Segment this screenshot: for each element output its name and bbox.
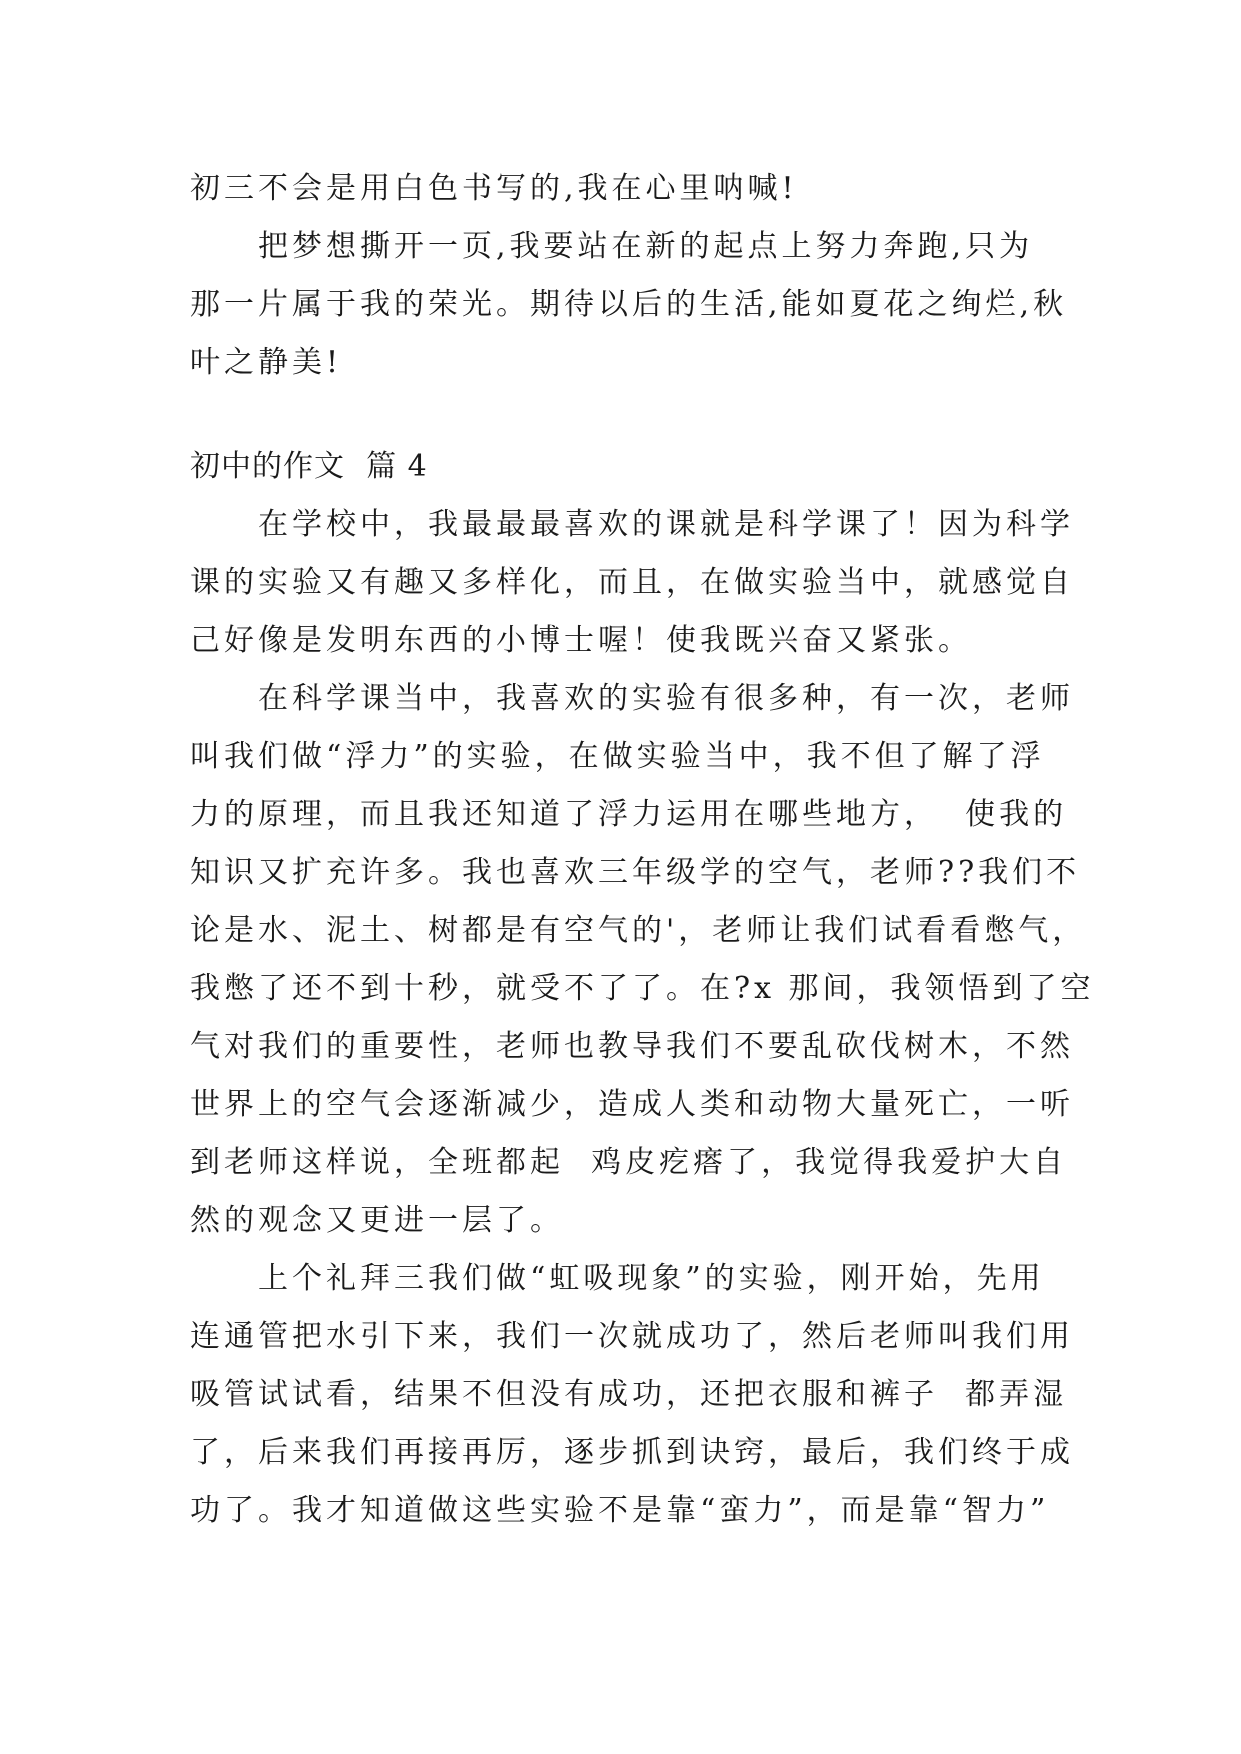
text-line: 世界上的空气会逐渐减少，造成人类和动物大量死亡，一听 xyxy=(190,1087,1074,1122)
text-line: 论是水、泥土、树都是有空气的'，老师让我们试看看憋气， xyxy=(190,913,1087,948)
text-line: 力的原理，而且我还知道了浮力运用在哪些地方， 使我的 xyxy=(190,797,1068,832)
text-line: 功了。我才知道做这些实验不是靠“蛮力”，而是靠“智力” xyxy=(190,1493,1050,1528)
text-line: 课的实验又有趣又多样化，而且，在做实验当中，就感觉自 xyxy=(190,565,1074,600)
text-line: 气对我们的重要性，老师也教导我们不要乱砍伐树木，不然 xyxy=(190,1029,1074,1064)
text-line: 在学校中，我最最最喜欢的课就是科学课了！因为科学 xyxy=(258,507,1074,542)
text-line: 到老师这样说，全班都起 鸡皮疙瘩了，我觉得我爱护大自 xyxy=(190,1145,1068,1180)
text-line: 那一片属于我的荣光。期待以后的生活,能如夏花之绚烂,秋 xyxy=(190,287,1068,322)
text-line: 知识又扩充许多。我也喜欢三年级学的空气，老师??我们不 xyxy=(190,855,1081,890)
section-heading: 初中的作文 篇 4 xyxy=(190,449,428,484)
text-line: 然的观念又更进一层了。 xyxy=(190,1203,564,1238)
text-line: 了，后来我们再接再厉，逐步抓到诀窍，最后，我们终于成 xyxy=(190,1435,1074,1470)
text-line: 叫我们做“浮力”的实验，在做实验当中，我不但了解了浮 xyxy=(190,739,1045,774)
text-line: 吸管试试看，结果不但没有成功，还把衣服和裤子 都弄湿 xyxy=(190,1377,1068,1412)
text-line: 上个礼拜三我们做“虹吸现象”的实验，刚开始，先用 xyxy=(258,1261,1045,1296)
text-line: 连通管把水引下来，我们一次就成功了，然后老师叫我们用 xyxy=(190,1319,1074,1354)
text-line: 把梦想撕开一页,我要站在新的起点上努力奔跑,只为 xyxy=(258,229,1034,264)
text-line: 叶之静美! xyxy=(190,345,343,380)
text-line: 在科学课当中，我喜欢的实验有很多种，有一次，老师 xyxy=(258,681,1074,716)
text-line: 初三不会是用白色书写的,我在心里呐喊! xyxy=(190,171,798,206)
text-line: 己好像是发明东西的小博士喔！使我既兴奋又紧张。 xyxy=(190,623,972,658)
section-gap xyxy=(190,392,1060,438)
text-line: 我憋了还不到十秒，就受不了了。在?x 那间，我领悟到了空 xyxy=(190,971,1095,1006)
document-body xyxy=(190,160,1095,1540)
